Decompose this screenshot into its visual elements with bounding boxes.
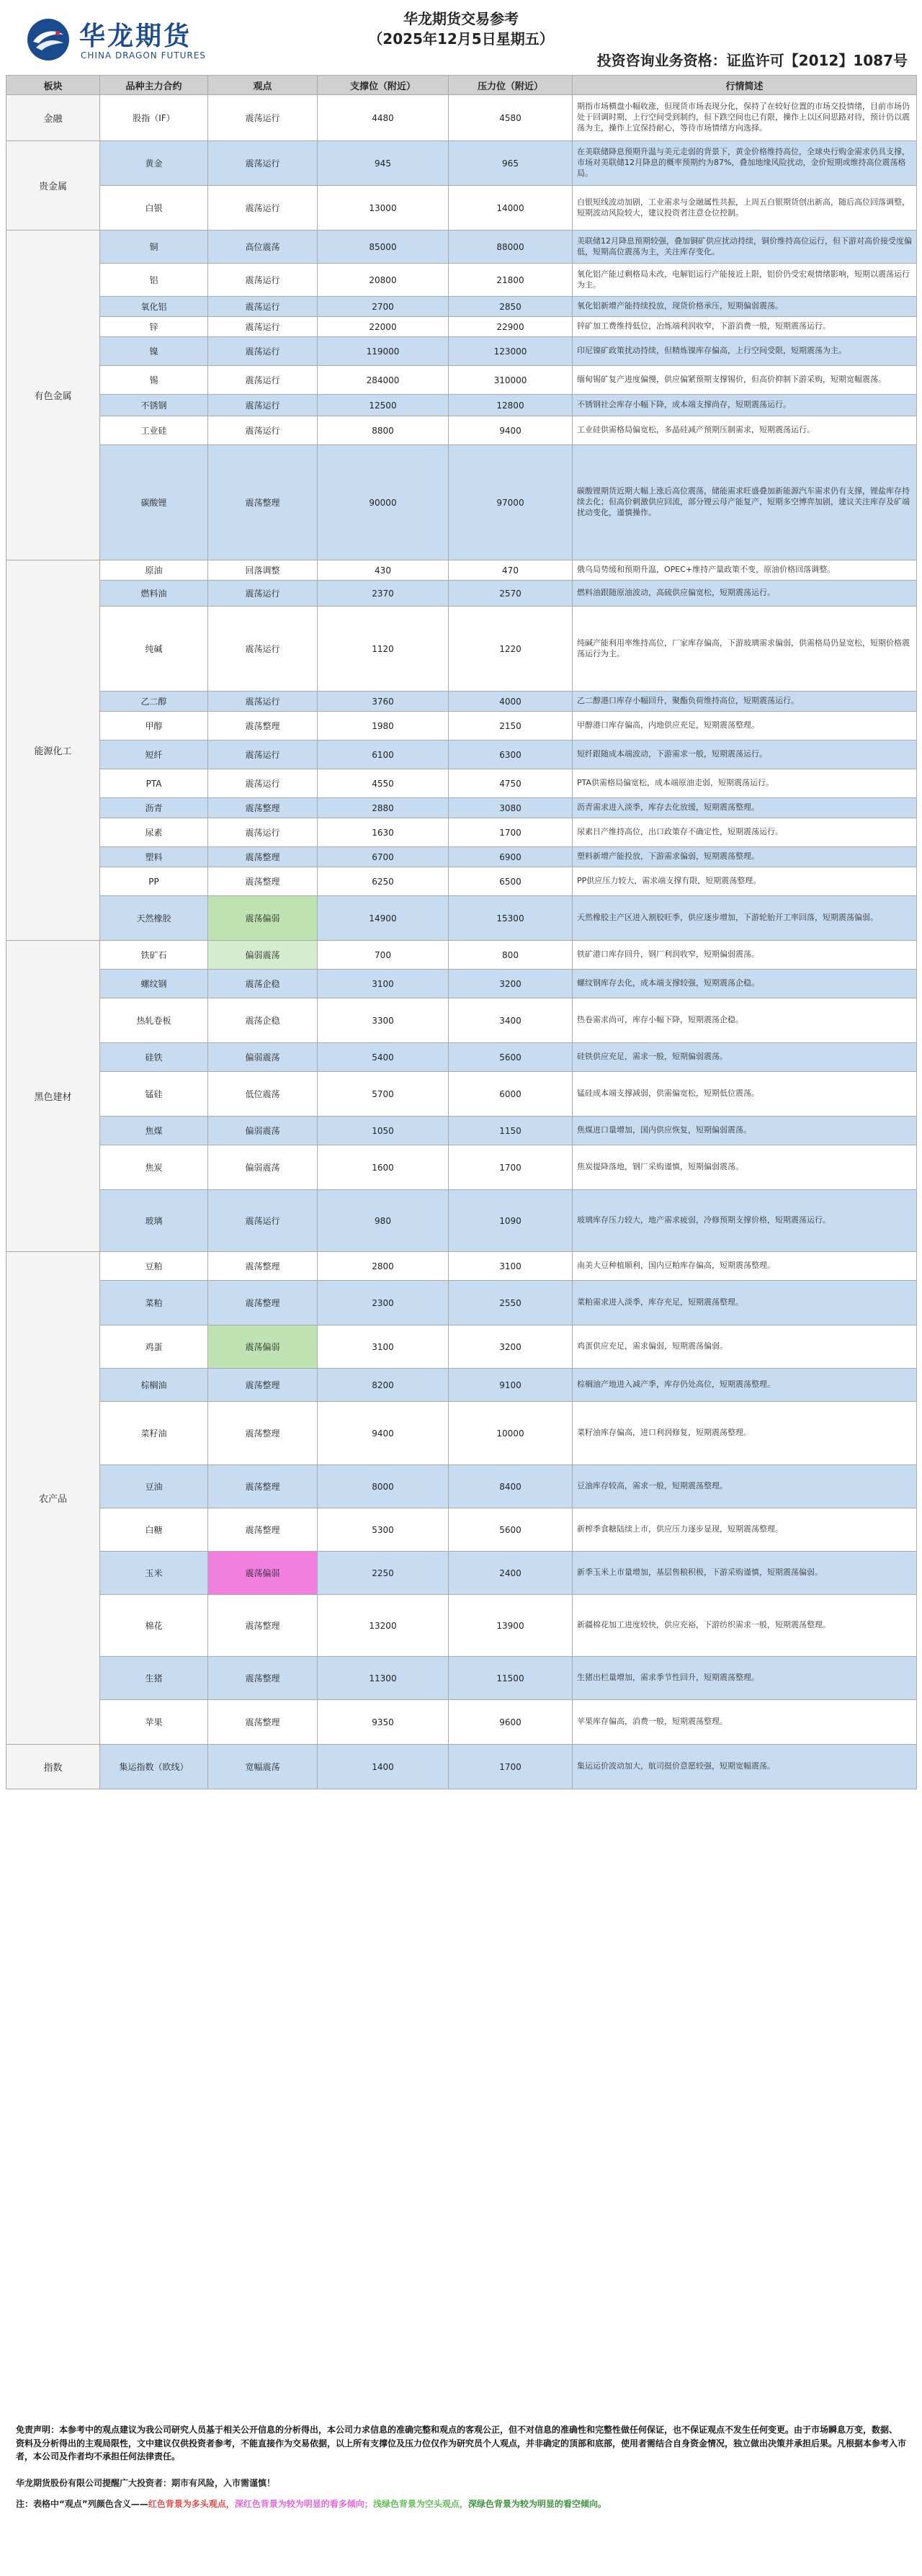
support-cell: 90000 bbox=[318, 445, 449, 560]
view-cell: 震荡运行 bbox=[208, 264, 318, 297]
support-cell: 2880 bbox=[318, 798, 449, 818]
product-cell: 铁矿石 bbox=[100, 941, 208, 970]
view-cell: 偏弱震荡 bbox=[208, 1117, 318, 1145]
column-header-product: 品种主力合约 bbox=[100, 76, 208, 95]
resistance-cell: 3100 bbox=[449, 1252, 573, 1281]
description-cell: 天然橡胶主产区进入割胶旺季，供应逐步增加，下游轮胎开工率回落，短期震荡偏弱。 bbox=[573, 896, 917, 941]
resistance-cell: 470 bbox=[449, 560, 573, 581]
brand-name: 华龙期货 bbox=[79, 22, 192, 51]
description-cell: 尿素日产维持高位，出口政策存不确定性，短期震荡运行。 bbox=[573, 818, 917, 847]
support-cell: 945 bbox=[318, 141, 449, 186]
support-cell: 119000 bbox=[318, 337, 449, 366]
table-row bbox=[6, 1145, 917, 1190]
table-row bbox=[6, 95, 917, 141]
description-cell: 缅甸锡矿复产进度偏慢，供应偏紧预期支撑锡价，但高价抑制下游采购，短期宽幅震荡。 bbox=[573, 366, 917, 395]
support-cell: 5700 bbox=[318, 1072, 449, 1117]
resistance-cell: 6900 bbox=[449, 847, 573, 867]
description-cell: 焦煤进口量增加，国内供应恢复，短期偏弱震荡。 bbox=[573, 1117, 917, 1145]
sector-cell: 金融 bbox=[6, 95, 100, 141]
product-cell: 玉米 bbox=[100, 1552, 208, 1595]
resistance-cell: 6000 bbox=[449, 1072, 573, 1117]
table-row bbox=[6, 366, 917, 395]
resistance-cell: 1700 bbox=[449, 1745, 573, 1789]
view-cell: 震荡运行 bbox=[208, 366, 318, 395]
view-cell: 震荡运行 bbox=[208, 141, 318, 186]
view-cell: 震荡运行 bbox=[208, 818, 318, 847]
table-row bbox=[6, 1043, 917, 1072]
support-cell: 11300 bbox=[318, 1657, 449, 1700]
description-cell: 燃料油跟随原油波动，高硫供应偏宽松，短期震荡运行。 bbox=[573, 581, 917, 607]
table-row bbox=[6, 1281, 917, 1325]
resistance-cell: 1700 bbox=[449, 818, 573, 847]
support-cell: 2700 bbox=[318, 297, 449, 317]
footer bbox=[6, 2420, 916, 2569]
product-cell: 白糖 bbox=[100, 1508, 208, 1552]
table-row bbox=[6, 297, 917, 317]
resistance-cell: 800 bbox=[449, 941, 573, 970]
table-row bbox=[6, 1508, 917, 1552]
description-cell: 新榨季食糖陆续上市，供应压力逐步显现，短期震荡整理。 bbox=[573, 1508, 917, 1552]
resistance-cell: 5600 bbox=[449, 1043, 573, 1072]
product-cell: 原油 bbox=[100, 560, 208, 581]
support-cell: 3760 bbox=[318, 692, 449, 712]
support-cell: 2800 bbox=[318, 1252, 449, 1281]
table-row bbox=[6, 970, 917, 998]
support-cell: 700 bbox=[318, 941, 449, 970]
product-cell: 焦炭 bbox=[100, 1145, 208, 1190]
legend-prefix: 注：表格中“观点”列颜色含义—— bbox=[16, 2498, 148, 2509]
view-cell: 震荡整理 bbox=[208, 1252, 318, 1281]
description-cell: 工业硅供需格局偏宽松，多晶硅减产预期压制需求，短期震荡运行。 bbox=[573, 416, 917, 445]
resistance-cell: 9600 bbox=[449, 1700, 573, 1745]
company-notice: 华龙期货股份有限公司提醒广大投资者：期市有风险，入市需谨慎！ bbox=[16, 2477, 276, 2488]
view-cell: 低位震荡 bbox=[208, 1072, 318, 1117]
legend-light-green: 浅绿色背景为空头观点， bbox=[372, 2498, 468, 2509]
resistance-cell: 2550 bbox=[449, 1281, 573, 1325]
page-date: （2025年12月5日星期五） bbox=[368, 30, 554, 48]
view-cell: 震荡整理 bbox=[208, 798, 318, 818]
description-cell: 不锈钢社会库存小幅下降，成本端支撑尚存，短期震荡运行。 bbox=[573, 395, 917, 416]
sector-cell: 黑色建材 bbox=[6, 941, 100, 1252]
resistance-cell: 3200 bbox=[449, 970, 573, 998]
description-cell: 氧化铝产能过剩格局未改，电解铝运行产能接近上限，铝价仍受宏观情绪影响，短期以震荡运行为主。 bbox=[573, 264, 917, 297]
support-cell: 22000 bbox=[318, 317, 449, 337]
description-cell: PTA供需格局偏宽松，成本端原油走弱，短期震荡运行。 bbox=[573, 769, 917, 798]
table-row bbox=[6, 818, 917, 847]
view-cell: 震荡偏弱 bbox=[208, 1325, 318, 1369]
table-row bbox=[6, 337, 917, 366]
brand-name-en: CHINA DRAGON FUTURES bbox=[81, 50, 206, 61]
resistance-cell: 10000 bbox=[449, 1402, 573, 1465]
resistance-cell: 13900 bbox=[449, 1595, 573, 1657]
table-header-row bbox=[6, 76, 917, 95]
resistance-cell: 22900 bbox=[449, 317, 573, 337]
view-cell: 震荡运行 bbox=[208, 317, 318, 337]
table-row bbox=[6, 1745, 917, 1789]
table-row bbox=[6, 769, 917, 798]
disclaimer bbox=[6, 2420, 916, 2467]
table-row bbox=[6, 1369, 917, 1402]
support-cell: 2370 bbox=[318, 581, 449, 607]
color-legend bbox=[6, 2492, 916, 2515]
table-row bbox=[6, 896, 917, 941]
page-title: 华龙期货交易参考 bbox=[403, 10, 519, 27]
support-cell: 3300 bbox=[318, 998, 449, 1043]
table-row bbox=[6, 1595, 917, 1657]
support-cell: 284000 bbox=[318, 366, 449, 395]
resistance-cell: 4750 bbox=[449, 769, 573, 798]
product-cell: 螺纹钢 bbox=[100, 970, 208, 998]
product-cell: PTA bbox=[100, 769, 208, 798]
description-cell: 甲醇港口库存偏高，内地供应充足，短期震荡整理。 bbox=[573, 712, 917, 741]
description-cell: 白银短线波动加剧，工业需求与金融属性共振，上周五白银期货创出新高，随后高位回落调整，短期波动风险较大，建议投资者注意仓位控制。 bbox=[573, 186, 917, 231]
column-header-view: 观点 bbox=[208, 76, 318, 95]
sector-cell: 农产品 bbox=[6, 1252, 100, 1745]
support-cell: 4550 bbox=[318, 769, 449, 798]
table-row bbox=[6, 317, 917, 337]
support-cell: 14900 bbox=[318, 896, 449, 941]
support-cell: 3100 bbox=[318, 970, 449, 998]
support-cell: 1050 bbox=[318, 1117, 449, 1145]
description-cell: 鸡蛋供应充足，需求偏弱，短期震荡偏弱。 bbox=[573, 1325, 917, 1369]
legend-green: 深绿色背景为较为明显的看空倾向。 bbox=[467, 2498, 607, 2509]
table-row bbox=[6, 264, 917, 297]
view-cell: 震荡整理 bbox=[208, 1465, 318, 1508]
support-cell: 8800 bbox=[318, 416, 449, 445]
product-cell: 焦煤 bbox=[100, 1117, 208, 1145]
table-row bbox=[6, 445, 917, 560]
resistance-cell: 88000 bbox=[449, 231, 573, 264]
product-cell: 碳酸锂 bbox=[100, 445, 208, 560]
table-row bbox=[6, 1657, 917, 1700]
sector-cell: 有色金属 bbox=[6, 231, 100, 560]
view-cell: 震荡整理 bbox=[208, 712, 318, 741]
product-cell: 鸡蛋 bbox=[100, 1325, 208, 1369]
view-cell: 震荡整理 bbox=[208, 1700, 318, 1745]
legend-red: 红色背景为多头观点， bbox=[148, 2498, 235, 2509]
legend-pink: 深红色背景为较为明显的看多倾向； bbox=[234, 2498, 373, 2509]
table-row bbox=[6, 867, 917, 896]
table-row bbox=[6, 1552, 917, 1595]
table-row bbox=[6, 741, 917, 769]
product-cell: 工业硅 bbox=[100, 416, 208, 445]
support-cell: 8200 bbox=[318, 1369, 449, 1402]
product-cell: 塑料 bbox=[100, 847, 208, 867]
column-header-sector: 板块 bbox=[6, 76, 100, 95]
view-cell: 震荡偏弱 bbox=[208, 896, 318, 941]
view-cell: 震荡整理 bbox=[208, 1369, 318, 1402]
resistance-cell: 3080 bbox=[449, 798, 573, 818]
product-cell: 锰硅 bbox=[100, 1072, 208, 1117]
product-cell: 天然橡胶 bbox=[100, 896, 208, 941]
resistance-cell: 3400 bbox=[449, 998, 573, 1043]
description-cell: 热卷需求尚可，库存小幅下降，短期震荡企稳。 bbox=[573, 998, 917, 1043]
product-cell: 菜粕 bbox=[100, 1281, 208, 1325]
support-cell: 6250 bbox=[318, 867, 449, 896]
description-cell: 硅铁供应充足，需求一般，短期偏弱震荡。 bbox=[573, 1043, 917, 1072]
view-cell: 震荡整理 bbox=[208, 1657, 318, 1700]
support-cell: 980 bbox=[318, 1190, 449, 1252]
support-cell: 13000 bbox=[318, 186, 449, 231]
resistance-cell: 2570 bbox=[449, 581, 573, 607]
column-header-description: 行情简述 bbox=[573, 76, 917, 95]
column-header-resistance: 压力位（附近） bbox=[449, 76, 573, 95]
view-cell: 震荡运行 bbox=[208, 1190, 318, 1252]
view-cell: 震荡运行 bbox=[208, 297, 318, 317]
support-cell: 9400 bbox=[318, 1402, 449, 1465]
product-cell: 菜籽油 bbox=[100, 1402, 208, 1465]
resistance-cell: 14000 bbox=[449, 186, 573, 231]
description-cell: 棕榈油产地进入减产季，库存仍处高位，短期震荡整理。 bbox=[573, 1369, 917, 1402]
table-row bbox=[6, 1465, 917, 1508]
product-cell: 镍 bbox=[100, 337, 208, 366]
description-cell: 短纤跟随成本端波动，下游需求一般，短期震荡运行。 bbox=[573, 741, 917, 769]
sector-cell: 贵金属 bbox=[6, 141, 100, 231]
product-cell: 燃料油 bbox=[100, 581, 208, 607]
resistance-cell: 5600 bbox=[449, 1508, 573, 1552]
table-row bbox=[6, 1072, 917, 1117]
resistance-cell: 965 bbox=[449, 141, 573, 186]
description-cell: 纯碱产能利用率维持高位，厂家库存偏高，下游玻璃需求偏弱，供需格局仍显宽松，短期价格震荡运行为主。 bbox=[573, 607, 917, 692]
product-cell: 生猪 bbox=[100, 1657, 208, 1700]
table-body bbox=[6, 95, 917, 1789]
disclaimer-label: 免责声明： bbox=[16, 2425, 60, 2435]
resistance-cell: 6300 bbox=[449, 741, 573, 769]
view-cell: 偏弱震荡 bbox=[208, 941, 318, 970]
description-cell: 在美联储降息预期升温与美元走弱的背景下，黄金价格维持高位，全球央行购金需求仍具支撑，市场对美联储12月降息的概率预期约为87%，叠加地缘风险扰动，金价短期或维持高位震荡格局。 bbox=[573, 141, 917, 186]
product-cell: 棕榈油 bbox=[100, 1369, 208, 1402]
support-cell: 1400 bbox=[318, 1745, 449, 1789]
resistance-cell: 4580 bbox=[449, 95, 573, 141]
sector-cell: 能源化工 bbox=[6, 560, 100, 941]
description-cell: 铁矿港口库存回升，钢厂利润收窄，短期偏弱震荡。 bbox=[573, 941, 917, 970]
view-cell: 震荡企稳 bbox=[208, 998, 318, 1043]
product-cell: 纯碱 bbox=[100, 607, 208, 692]
description-cell: 焦炭提降落地，钢厂采购谨慎，短期偏弱震荡。 bbox=[573, 1145, 917, 1190]
description-cell: 生猪出栏量增加，需求季节性回升，短期震荡整理。 bbox=[573, 1657, 917, 1700]
table-row bbox=[6, 1402, 917, 1465]
product-cell: 短纤 bbox=[100, 741, 208, 769]
view-cell: 震荡运行 bbox=[208, 337, 318, 366]
product-cell: 甲醇 bbox=[100, 712, 208, 741]
view-cell: 震荡运行 bbox=[208, 416, 318, 445]
product-cell: 苹果 bbox=[100, 1700, 208, 1745]
product-cell: 硅铁 bbox=[100, 1043, 208, 1072]
description-cell: 锌矿加工费维持低位，冶炼端利润收窄，下游消费一般，短期震荡运行。 bbox=[573, 317, 917, 337]
view-cell: 震荡整理 bbox=[208, 445, 318, 560]
product-cell: PP bbox=[100, 867, 208, 896]
description-cell: 苹果库存偏高，消费一般，短期震荡整理。 bbox=[573, 1700, 917, 1745]
view-cell: 震荡企稳 bbox=[208, 970, 318, 998]
table-row bbox=[6, 1190, 917, 1252]
resistance-cell: 4000 bbox=[449, 692, 573, 712]
view-cell: 偏弱震荡 bbox=[208, 1145, 318, 1190]
product-cell: 玻璃 bbox=[100, 1190, 208, 1252]
product-cell: 热轧卷板 bbox=[100, 998, 208, 1043]
description-cell: 菜籽油库存偏高，进口利润修复，短期震荡整理。 bbox=[573, 1402, 917, 1465]
resistance-cell: 1090 bbox=[449, 1190, 573, 1252]
view-cell: 震荡运行 bbox=[208, 769, 318, 798]
support-cell: 12500 bbox=[318, 395, 449, 416]
view-cell: 回落调整 bbox=[208, 560, 318, 581]
support-cell: 1630 bbox=[318, 818, 449, 847]
view-cell: 震荡运行 bbox=[208, 692, 318, 712]
description-cell: 美联储12月降息预期较强，叠加铜矿供应扰动持续，铜价维持高位运行，但下游对高价接受度偏低，短期高位震荡为主，关注库存变化。 bbox=[573, 231, 917, 264]
resistance-cell: 1220 bbox=[449, 607, 573, 692]
description-cell: 螺纹钢库存去化，成本端支撑较强，短期震荡企稳。 bbox=[573, 970, 917, 998]
view-cell: 宽幅震荡 bbox=[208, 1745, 318, 1789]
table-row bbox=[6, 1252, 917, 1281]
view-cell: 震荡整理 bbox=[208, 1595, 318, 1657]
description-cell: PP供应压力较大，需求端支撑有限，短期震荡整理。 bbox=[573, 867, 917, 896]
support-cell: 3100 bbox=[318, 1325, 449, 1369]
support-cell: 5300 bbox=[318, 1508, 449, 1552]
description-cell: 锰硅成本端支撑减弱，供需偏宽松，短期低位震荡。 bbox=[573, 1072, 917, 1117]
support-cell: 9350 bbox=[318, 1700, 449, 1745]
description-cell: 南美大豆种植顺利，国内豆粕库存偏高，短期震荡整理。 bbox=[573, 1252, 917, 1281]
support-cell: 1120 bbox=[318, 607, 449, 692]
product-cell: 白银 bbox=[100, 186, 208, 231]
product-cell: 氧化铝 bbox=[100, 297, 208, 317]
description-cell: 期指市场横盘小幅收涨，但现货市场表现分化，保持了在较好位置的市场交投情绪，目前市场仍处于回调时期，上行空间受到制约，但下跌空间也已有限，操作上以区间思路对待，预计仍以震荡为主，操作上宜保持耐心，等待市场情绪方向选择。 bbox=[573, 95, 917, 141]
resistance-cell: 9100 bbox=[449, 1369, 573, 1402]
resistance-cell: 310000 bbox=[449, 366, 573, 395]
support-cell: 2250 bbox=[318, 1552, 449, 1595]
view-cell: 震荡整理 bbox=[208, 1281, 318, 1325]
table-row bbox=[6, 847, 917, 867]
resistance-cell: 1700 bbox=[449, 1145, 573, 1190]
view-cell: 震荡运行 bbox=[208, 95, 318, 141]
support-cell: 1980 bbox=[318, 712, 449, 741]
description-cell: 塑料新增产能投放，下游需求偏弱，短期震荡整理。 bbox=[573, 847, 917, 867]
description-cell: 乙二醇港口库存小幅回升，聚酯负荷维持高位，短期震荡运行。 bbox=[573, 692, 917, 712]
table-row bbox=[6, 560, 917, 581]
resistance-cell: 9400 bbox=[449, 416, 573, 445]
view-cell: 震荡运行 bbox=[208, 607, 318, 692]
resistance-cell: 123000 bbox=[449, 337, 573, 366]
description-cell: 玻璃库存压力较大，地产需求疲弱，冷修预期支撑价格，短期震荡运行。 bbox=[573, 1190, 917, 1252]
description-cell: 印尼镍矿政策扰动持续，但精炼镍库存偏高，上行空间受限，短期震荡为主。 bbox=[573, 337, 917, 366]
sector-cell: 指数 bbox=[6, 1745, 100, 1789]
table-row bbox=[6, 1700, 917, 1745]
product-cell: 股指（IF） bbox=[100, 95, 208, 141]
table-row bbox=[6, 607, 917, 692]
product-cell: 尿素 bbox=[100, 818, 208, 847]
resistance-cell: 1150 bbox=[449, 1117, 573, 1145]
view-cell: 震荡运行 bbox=[208, 395, 318, 416]
description-cell: 氧化铝新增产能持续投放，现货价格承压，短期偏弱震荡。 bbox=[573, 297, 917, 317]
table-row bbox=[6, 998, 917, 1043]
view-cell: 震荡偏弱 bbox=[208, 1552, 318, 1595]
description-cell: 新季玉米上市量增加，基层售粮积极，下游采购谨慎，短期震荡偏弱。 bbox=[573, 1552, 917, 1595]
table-row bbox=[6, 692, 917, 712]
resistance-cell: 6500 bbox=[449, 867, 573, 896]
description-cell: 碳酸锂期货近期大幅上涨后高位震荡，储能需求旺盛叠加新能源汽车需求仍有支撑，锂盐库存持续去化；但高价刺激供应回流，部分锂云母产能复产，短期多空博弈加剧，建议关注库存及矿端扰动变化，谨慎操作。 bbox=[573, 445, 917, 560]
license-number: 投资咨询业务资格：证监许可【2012】1087号 bbox=[596, 52, 908, 69]
product-cell: 铝 bbox=[100, 264, 208, 297]
description-cell: 俄乌局势缓和预期升温，OPEC+维持产量政策不变，原油价格回落调整。 bbox=[573, 560, 917, 581]
view-cell: 震荡整理 bbox=[208, 847, 318, 867]
resistance-cell: 2850 bbox=[449, 297, 573, 317]
resistance-cell: 2400 bbox=[449, 1552, 573, 1595]
product-cell: 锡 bbox=[100, 366, 208, 395]
view-cell: 震荡运行 bbox=[208, 581, 318, 607]
view-cell: 震荡整理 bbox=[208, 1508, 318, 1552]
description-cell: 新疆棉花加工进度较快，供应充裕，下游纺织需求一般，短期震荡整理。 bbox=[573, 1595, 917, 1657]
support-cell: 6100 bbox=[318, 741, 449, 769]
disclaimer-text: 本参考中的观点建议为我公司研究人员基于相关公开信息的分析得出，本公司力求信息的准确完整和观点的客观公正，但不对信息的准确性和完整性做任何保证，也不保证观点不发生任何变更。由于市场瞬息万变，数据、资料及分析得出的主观局限性，文中建议仅供投资者参考，不能直接作为交易依据，以上所有支撑位及压力位仅作为研究员个人观点，并非确定的顶部和底部，使用者需结合自身资金情况，独立做出决策并承担后果。凡根据本参考入市者，本公司及作者均不承担任何法律责任。 bbox=[16, 2425, 907, 2462]
description-cell: 豆油库存较高，需求一般，短期震荡整理。 bbox=[573, 1465, 917, 1508]
resistance-cell: 2150 bbox=[449, 712, 573, 741]
table-row bbox=[6, 1325, 917, 1369]
product-cell: 黄金 bbox=[100, 141, 208, 186]
support-cell: 8000 bbox=[318, 1465, 449, 1508]
table-row bbox=[6, 231, 917, 264]
support-cell: 6700 bbox=[318, 847, 449, 867]
product-cell: 棉花 bbox=[100, 1595, 208, 1657]
product-cell: 豆粕 bbox=[100, 1252, 208, 1281]
support-cell: 13200 bbox=[318, 1595, 449, 1657]
description-cell: 菜粕需求进入淡季，库存充足，短期震荡整理。 bbox=[573, 1281, 917, 1325]
support-cell: 1600 bbox=[318, 1145, 449, 1190]
resistance-cell: 97000 bbox=[449, 445, 573, 560]
trading-reference-table bbox=[6, 75, 917, 1789]
product-cell: 不锈钢 bbox=[100, 395, 208, 416]
view-cell: 震荡运行 bbox=[208, 741, 318, 769]
resistance-cell: 12800 bbox=[449, 395, 573, 416]
description-cell: 集运运价波动加大，航司挺价意愿较强，短期宽幅震荡。 bbox=[573, 1745, 917, 1789]
description-cell: 沥青需求进入淡季，库存去化放缓，短期震荡整理。 bbox=[573, 798, 917, 818]
table-row bbox=[6, 1117, 917, 1145]
support-cell: 5400 bbox=[318, 1043, 449, 1072]
product-cell: 铜 bbox=[100, 231, 208, 264]
column-header-support: 支撑位（附近） bbox=[318, 76, 449, 95]
view-cell: 震荡运行 bbox=[208, 186, 318, 231]
product-cell: 乙二醇 bbox=[100, 692, 208, 712]
view-cell: 震荡整理 bbox=[208, 1402, 318, 1465]
product-cell: 集运指数（欧线） bbox=[100, 1745, 208, 1789]
product-cell: 沥青 bbox=[100, 798, 208, 818]
product-cell: 锌 bbox=[100, 317, 208, 337]
table-row bbox=[6, 416, 917, 445]
resistance-cell: 8400 bbox=[449, 1465, 573, 1508]
view-cell: 震荡整理 bbox=[208, 867, 318, 896]
header bbox=[0, 0, 922, 72]
table-row bbox=[6, 395, 917, 416]
support-cell: 2300 bbox=[318, 1281, 449, 1325]
table-row bbox=[6, 141, 917, 186]
support-cell: 4480 bbox=[318, 95, 449, 141]
table-row bbox=[6, 581, 917, 607]
support-cell: 85000 bbox=[318, 231, 449, 264]
view-cell: 高位震荡 bbox=[208, 231, 318, 264]
table-row bbox=[6, 712, 917, 741]
resistance-cell: 11500 bbox=[449, 1657, 573, 1700]
resistance-cell: 15300 bbox=[449, 896, 573, 941]
table-row bbox=[6, 941, 917, 970]
resistance-cell: 21800 bbox=[449, 264, 573, 297]
support-cell: 20800 bbox=[318, 264, 449, 297]
table-row bbox=[6, 186, 917, 231]
resistance-cell: 3200 bbox=[449, 1325, 573, 1369]
view-cell: 偏弱震荡 bbox=[208, 1043, 318, 1072]
support-cell: 430 bbox=[318, 560, 449, 581]
product-cell: 豆油 bbox=[100, 1465, 208, 1508]
table-row bbox=[6, 798, 917, 818]
